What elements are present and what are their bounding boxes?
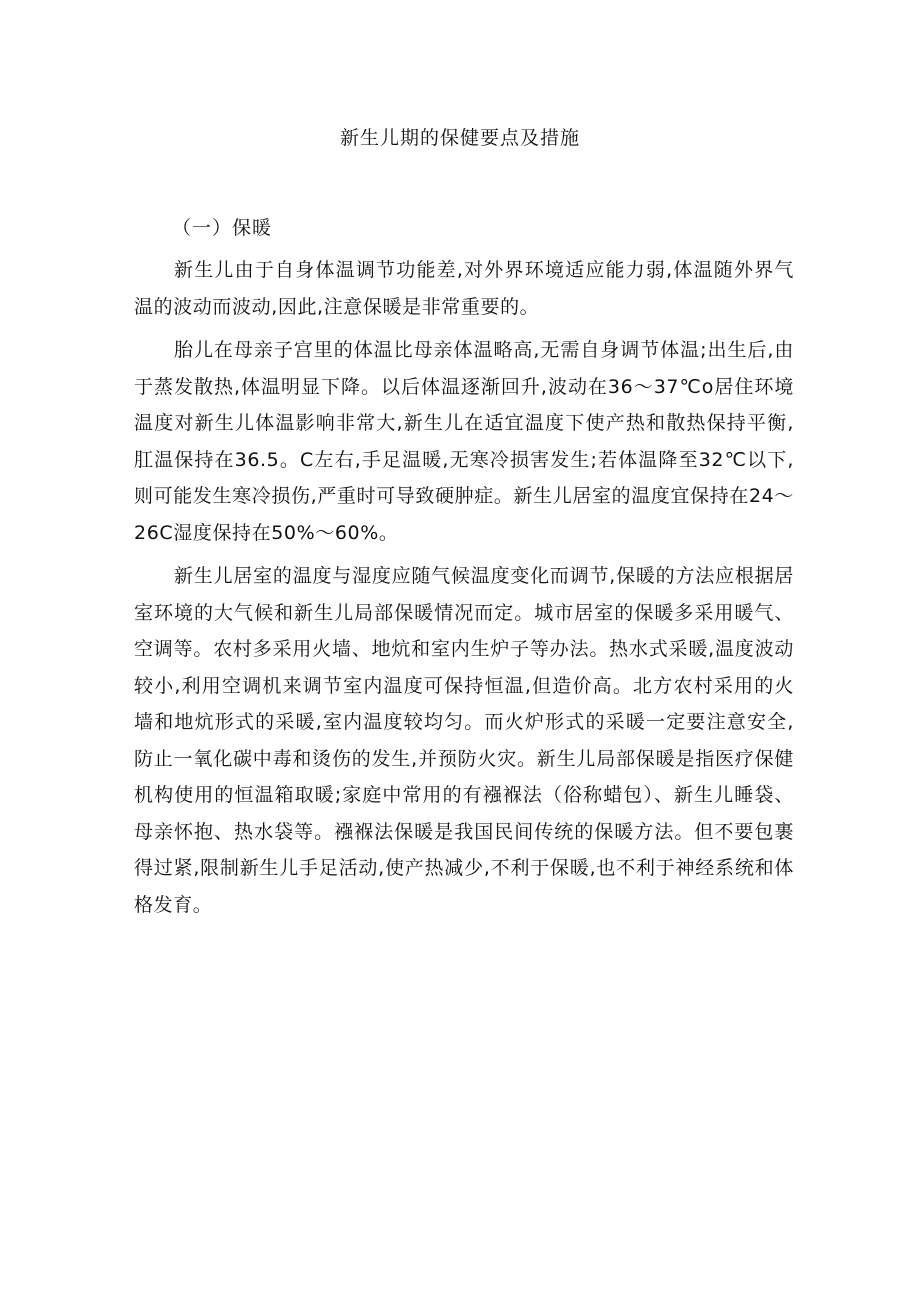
page-title: 新生儿期的保健要点及措施 [339, 127, 580, 149]
section-heading: （一）保暖 [172, 217, 273, 239]
document-body [134, 210, 794, 930]
paragraph-warming-methods: 新生儿居室的温度与湿度应随气候温度变化而调节,保暖的方法应根据居室环境的大气候和新生儿局部保暖情况而定。城市居室的保暖多采用暖气、空调等。农村多采用火墙、地炕和室内生炉子等办法。热水式采暖,温度波动较小,利用空调机来调节室内温度可保持恒温,但造价高。北方农村采用的火墙和地炕形式的采暖,室内温度较均匀。而火炉形式的采暖一定要注意安全,防止一氧化碳中毒和烫伤的发生,并预防火灾。新生儿局部保暖是指医疗保健机构使用的恒温箱取暖;家庭中常用的有襁褓法（俗称蜡包）、新生儿睡袋、母亲怀抱、热水袋等。襁褓法保暖是我国民间传统的保暖方法。但不要包裹得过紧,限制新生儿手足活动,使产热减少,不利于保暖,也不利于神经系统和体格发育。 [134, 565, 794, 916]
paragraph-body-temperature: 胎儿在母亲子宫里的体温比母亲体温略高,无需自身调节体温;出生后,由于蒸发散热,体温明显下降。以后体温逐渐回升,波动在36～37℃o居住环境温度对新生儿体温影响非常大,新生儿在适宜温度下使产热和散热保持平衡,肛温保持在36.5。C左右,手足温暖,无寒冷损害发生;若体温降至32℃以下,则可能发生寒冷损伤,严重时可导致硬肿症。新生儿居室的温度宜保持在24～26C湿度保持在50%～60%。 [134, 339, 794, 544]
paragraph-intro: 新生儿由于自身体温调节功能差,对外界环境适应能力弱,体温随外界气温的波动而波动,因此,注意保暖是非常重要的。 [134, 259, 794, 318]
